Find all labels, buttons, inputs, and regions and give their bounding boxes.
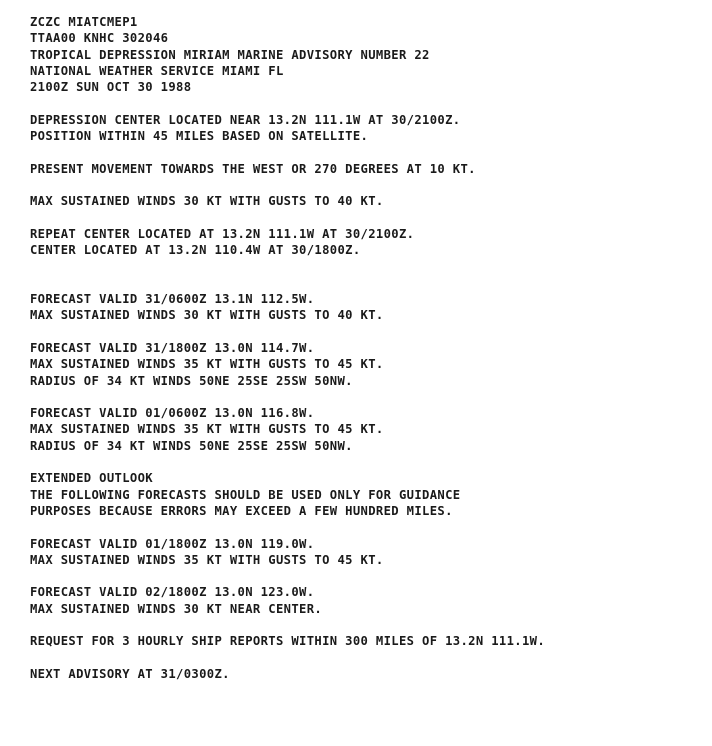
body-line: POSITION WITHIN 45 MILES BASED ON SATELLITE.	[30, 129, 369, 144]
body-line: FORECAST VALID 31/1800Z 13.0N 114.7W.	[30, 340, 315, 355]
section-next-advisory	[30, 666, 706, 682]
section-extended-outlook	[30, 470, 706, 519]
section-ship-report-request	[30, 633, 706, 649]
section-center-position	[30, 112, 706, 145]
header-line: TTAA00 KNHC 302046	[30, 31, 169, 46]
body-line: FORECAST VALID 01/1800Z 13.0N 119.0W.	[30, 536, 315, 551]
body-line: RADIUS OF 34 KT WINDS 50NE 25SE 25SW 50NW.	[30, 373, 353, 388]
section-present-movement	[30, 161, 706, 177]
marine-advisory-document	[30, 14, 706, 682]
body-line: MAX SUSTAINED WINDS 30 KT WITH GUSTS TO 40 KT.	[30, 194, 384, 209]
section-max-winds	[30, 193, 706, 209]
body-line: PRESENT MOVEMENT TOWARDS THE WEST OR 270 DEGREES AT 10 KT.	[30, 161, 476, 176]
advisory-header	[30, 14, 706, 95]
body-line: THE FOLLOWING FORECASTS SHOULD BE USED ONLY FOR GUIDANCE	[30, 487, 461, 502]
issuing-office: NATIONAL WEATHER SERVICE MIAMI FL	[30, 63, 284, 78]
body-line: MAX SUSTAINED WINDS 35 KT WITH GUSTS TO 45 KT.	[30, 422, 384, 437]
body-line: MAX SUSTAINED WINDS 30 KT NEAR CENTER.	[30, 601, 323, 616]
body-line: MAX SUSTAINED WINDS 35 KT WITH GUSTS TO 45 KT.	[30, 552, 384, 567]
section-forecast-31-0600z	[30, 291, 706, 324]
section-forecast-01-1800z	[30, 536, 706, 569]
body-line: FORECAST VALID 31/0600Z 13.1N 112.5W.	[30, 292, 315, 307]
body-line: DEPRESSION CENTER LOCATED NEAR 13.2N 111.1W AT 30/2100Z.	[30, 112, 461, 127]
section-forecast-31-1800z	[30, 340, 706, 389]
body-line: CENTER LOCATED AT 13.2N 110.4W AT 30/1800Z.	[30, 243, 361, 258]
body-line: PURPOSES BECAUSE ERRORS MAY EXCEED A FEW HUNDRED MILES.	[30, 503, 453, 518]
body-line: FORECAST VALID 01/0600Z 13.0N 116.8W.	[30, 406, 315, 421]
body-line: REPEAT CENTER LOCATED AT 13.2N 111.1W AT 30/2100Z.	[30, 226, 415, 241]
section-forecast-02-1800z	[30, 584, 706, 617]
section-forecast-01-0600z	[30, 405, 706, 454]
body-line: MAX SUSTAINED WINDS 35 KT WITH GUSTS TO 45 KT.	[30, 357, 384, 372]
body-line: NEXT ADVISORY AT 31/0300Z.	[30, 666, 230, 681]
body-line: RADIUS OF 34 KT WINDS 50NE 25SE 25SW 50NW.	[30, 438, 353, 453]
section-repeat-center	[30, 226, 706, 259]
body-line: EXTENDED OUTLOOK	[30, 471, 153, 486]
issue-time: 2100Z SUN OCT 30 1988	[30, 80, 192, 95]
body-line: MAX SUSTAINED WINDS 30 KT WITH GUSTS TO 40 KT.	[30, 308, 384, 323]
advisory-title: TROPICAL DEPRESSION MIRIAM MARINE ADVISORY NUMBER 22	[30, 47, 430, 62]
body-line: FORECAST VALID 02/1800Z 13.0N 123.0W.	[30, 585, 315, 600]
body-line: REQUEST FOR 3 HOURLY SHIP REPORTS WITHIN 300 MILES OF 13.2N 111.1W.	[30, 634, 546, 649]
header-line: ZCZC MIATCMEP1	[30, 15, 138, 29]
